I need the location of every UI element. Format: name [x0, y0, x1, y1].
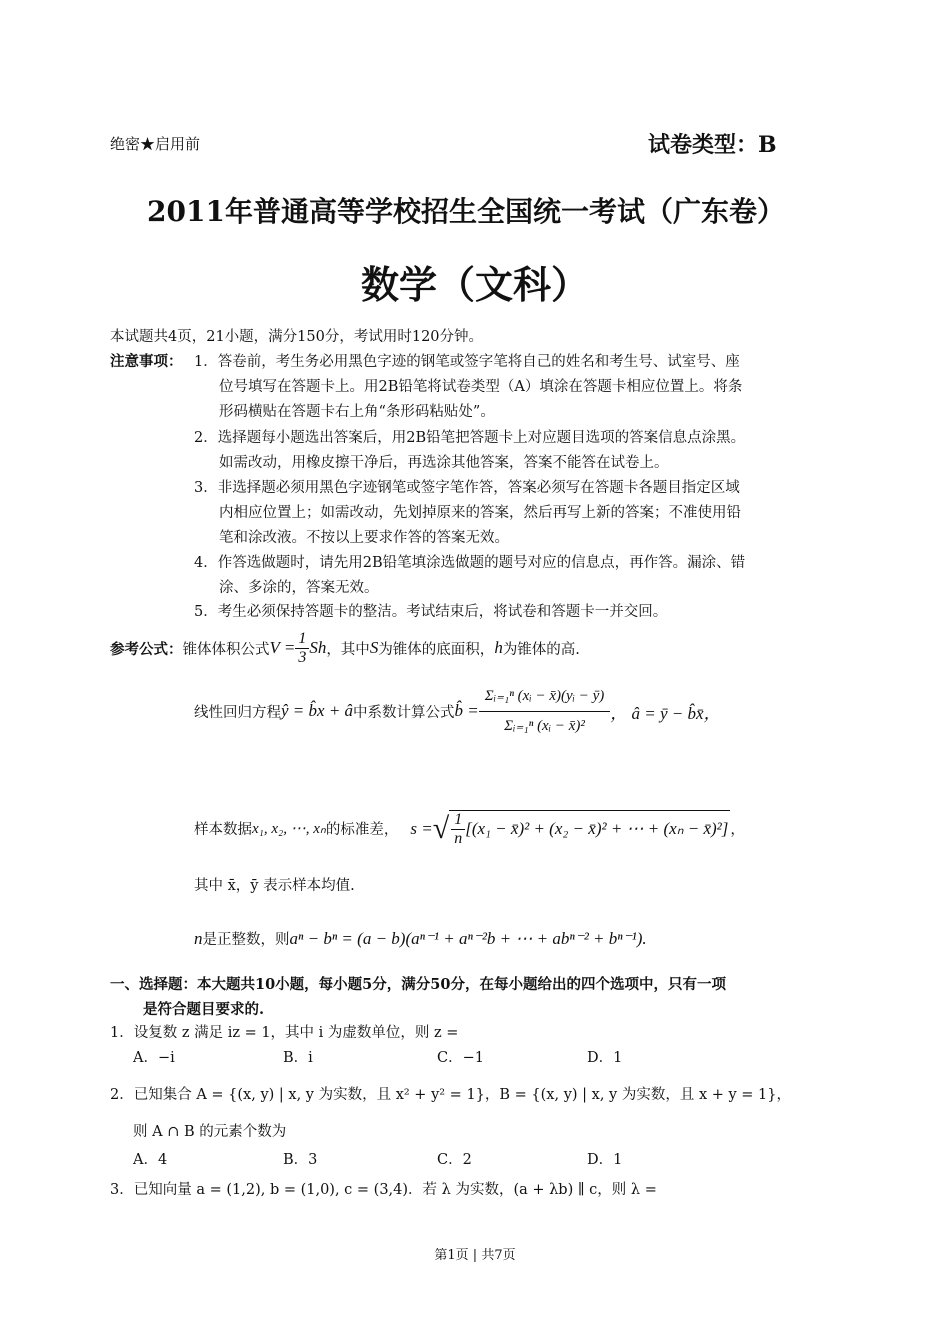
question-1: 1．设复数 z 满足 iz = 1，其中 i 为虚数单位，则 z =	[110, 1025, 459, 1041]
text: 是正整数，则	[202, 932, 290, 948]
note-line: 1．答卷前，考生务必用黑色字迹的钢笔或签字笔将自己的姓名和考生号、试室号、座	[194, 354, 740, 370]
numerator: 1	[451, 811, 465, 830]
var-s: S	[369, 638, 379, 658]
denominator: 3	[298, 648, 307, 666]
notes-label: 注意事项：	[110, 353, 183, 370]
note-line: 涂、多涂的，答案无效。	[219, 580, 379, 596]
intro-text: 本试题共4页，21小题，满分150分，考试用时120分钟。	[110, 329, 484, 345]
formulas-label: 参考公式：	[110, 640, 183, 658]
note-line: 2．选择题每小题选出答案后，用2B铅笔把答题卡上对应题目选项的答案信息点涂黑。	[194, 430, 746, 446]
stddev-formula	[194, 810, 745, 847]
text: 样本数据	[194, 822, 252, 839]
text: 为锥体的底面积，	[378, 641, 495, 658]
fraction	[295, 630, 309, 666]
cone-text: 锥体体积公式	[182, 641, 270, 658]
numerator: Σᵢ₌₁ⁿ (xᵢ − x̄)(yᵢ − ȳ)	[479, 688, 611, 712]
cone-sh: Sh	[309, 638, 327, 658]
option: C．2	[437, 1152, 472, 1168]
note-line: 形码横贴在答题卡右上角“条形码粘贴处”。	[219, 404, 495, 420]
mean-text: 其中 x̄，ȳ 表示样本均值.	[194, 878, 355, 894]
denominator: Σᵢ₌₁ⁿ (xᵢ − x̄)²	[504, 717, 585, 734]
section-heading-cont: 是符合题目要求的.	[143, 1001, 265, 1018]
text: 线性回归方程	[194, 704, 281, 721]
option: A．−i	[133, 1050, 175, 1066]
text: ，	[730, 822, 745, 839]
question-3: 3．已知向量 a = (1,2), b = (1,0), c = (3,4)．若 λ 为实数，(a + λb) ∥ c，则 λ =	[110, 1182, 657, 1198]
note-line: 内相应位置上；如需改动，先划掉原来的答案，然后再写上新的答案；不准使用铅	[219, 505, 741, 521]
sample-vars: x₁, x₂, ⋯, xₙ	[252, 821, 326, 838]
sqrt-icon: √	[432, 811, 450, 845]
exam-subtitle: 数学（文科）	[360, 262, 589, 307]
option: D．1	[587, 1050, 623, 1066]
exam-title: 2011年普通高等学校招生全国统一考试（广东卷）	[147, 195, 785, 228]
s-eq: s =	[410, 818, 433, 838]
section-heading: 一、选择题：本大题共10小题，每小题5分，满分50分，在每小题给出的四个选项中，只有一项	[110, 976, 726, 993]
text: ，其中	[326, 641, 370, 658]
sd-body: [(x₁ − x̄)² + (x₂ − x̄)² + ⋯ + (xₙ − x̄)²]	[465, 819, 729, 839]
question-2-cont: 则 A ∩ B 的元素个数为	[133, 1124, 287, 1140]
sqrt-body	[449, 810, 730, 847]
regression-formula	[194, 688, 721, 734]
option: C．−1	[437, 1050, 484, 1066]
fraction	[451, 811, 465, 847]
option: B．i	[283, 1050, 313, 1066]
note-line: 如需改动，用橡皮擦干净后，再选涂其他答案，答案不能答在试卷上。	[219, 455, 669, 471]
denominator: n	[454, 829, 463, 847]
fraction	[479, 688, 611, 734]
text: 中系数计算公式	[353, 704, 455, 721]
option: B．3	[283, 1152, 318, 1168]
option: A．4	[133, 1152, 168, 1168]
a-hat: ， â = ȳ − b̂x̄，	[610, 703, 721, 723]
power-formula	[194, 928, 647, 949]
regression-eq: ŷ = b̂x + â	[281, 701, 354, 720]
page-footer: 第1页 | 共7页	[434, 1248, 516, 1263]
text: 的标准差，	[325, 822, 399, 839]
text: 为锥体的高.	[502, 641, 580, 658]
note-line: 3．非选择题必须用黑色字迹钢笔或签字笔作答，答案必须写在答题卡各题目指定区域	[194, 480, 740, 496]
cone-math: V =	[269, 638, 296, 658]
cone-formula	[110, 630, 580, 666]
note-line: 5．考生必须保持答题卡的整洁。考试结束后，将试卷和答题卡一并交回。	[194, 604, 668, 620]
b-hat: b̂ =	[454, 701, 479, 720]
secret-label: 绝密★启用前	[110, 135, 201, 153]
paper-type: 试卷类型：B	[648, 132, 777, 158]
power-eq: aⁿ − bⁿ = (a − b)(aⁿ⁻¹ + aⁿ⁻²b + ⋯ + abⁿ⁻² + bⁿ⁻¹).	[289, 928, 647, 948]
numerator: 1	[295, 630, 309, 649]
option: D．1	[587, 1152, 623, 1168]
note-line: 位号填写在答题卡上。用2B铅笔将试卷类型（A）填涂在答题卡相应位置上。将条	[219, 379, 743, 395]
question-2: 2．已知集合 A = {(x, y) | x, y 为实数，且 x² + y² = 1}，B = {(x, y) | x, y 为实数，且 x + y = 1}，	[110, 1087, 792, 1103]
note-line: 4．作答选做题时，请先用2B铅笔填涂选做题的题号对应的信息点，再作答。漏涂、错	[194, 555, 746, 571]
note-line: 笔和涂改液。不按以上要求作答的答案无效。	[219, 530, 509, 546]
var-h: h	[494, 638, 503, 658]
var-n: n	[194, 928, 203, 948]
